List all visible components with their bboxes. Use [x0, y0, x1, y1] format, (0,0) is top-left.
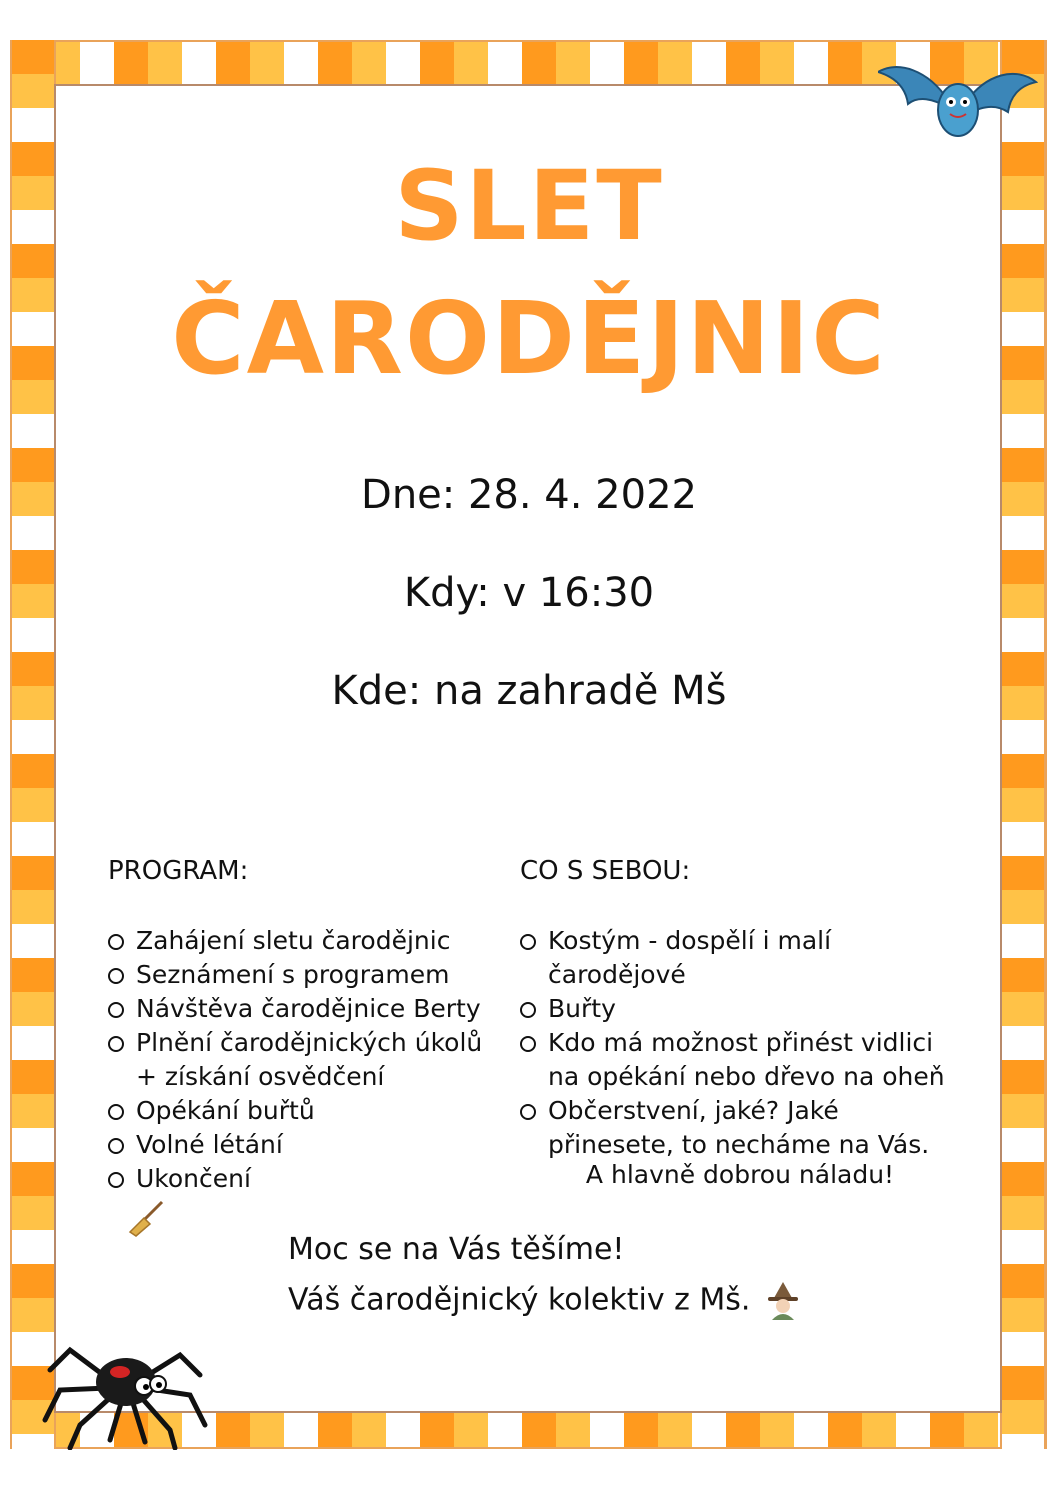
- bat-icon: [878, 60, 1038, 144]
- program-heading: PROGRAM:: [108, 856, 249, 886]
- good-mood-note: A hlavně dobrou náladu!: [585, 1160, 895, 1189]
- program-item: Plnění čarodějnických úkolů + získání osvědčení: [108, 1026, 508, 1094]
- program-item: Zahájení sletu čarodějnic: [108, 924, 508, 958]
- program-list: [108, 924, 508, 1196]
- bullet-icon: [108, 1172, 124, 1188]
- program-item: Návštěva čarodějnice Berty: [108, 992, 508, 1026]
- event-place: Kde: na zahradě Mš: [331, 668, 727, 714]
- program-item: Volné létání: [108, 1128, 508, 1162]
- program-item: Opékání buřtů: [108, 1094, 508, 1128]
- bullet-icon: [520, 1002, 536, 1018]
- bullet-icon: [108, 934, 124, 950]
- bring-item: Buřty: [520, 992, 960, 1026]
- broom-icon: [126, 1198, 166, 1238]
- bring-heading: CO S SEBOU:: [520, 856, 691, 886]
- bullet-icon: [520, 1104, 536, 1120]
- closing-line2: Váš čarodějnický kolektiv z Mš.: [288, 1282, 800, 1320]
- bring-list: [520, 924, 960, 1162]
- bullet-icon: [520, 934, 536, 950]
- bring-item: Kostým - dospělí i malí čarodějové: [520, 924, 960, 992]
- bullet-icon: [108, 1036, 124, 1052]
- poster-title-line2: ČARODĚJNIC: [171, 280, 887, 397]
- event-time: Kdy: v 16:30: [403, 570, 655, 616]
- bullet-icon: [108, 1002, 124, 1018]
- poster-title-line1: SLET: [394, 150, 664, 262]
- event-date: Dne: 28. 4. 2022: [361, 472, 697, 518]
- witch-icon: [766, 1282, 800, 1320]
- bring-item: Kdo má možnost přinést vidlici na opékání nebo dřevo na oheň: [520, 1026, 960, 1094]
- program-item: Ukončení: [108, 1162, 508, 1196]
- spider-icon: [40, 1330, 210, 1450]
- bullet-icon: [108, 1104, 124, 1120]
- bring-item: Občerstvení, jaké? Jaké přinesete, to necháme na Vás.: [520, 1094, 960, 1162]
- closing-line1: Moc se na Vás těšíme!: [288, 1232, 625, 1267]
- bullet-icon: [108, 1138, 124, 1154]
- bullet-icon: [108, 968, 124, 984]
- bullet-icon: [520, 1036, 536, 1052]
- program-item: Seznámení s programem: [108, 958, 508, 992]
